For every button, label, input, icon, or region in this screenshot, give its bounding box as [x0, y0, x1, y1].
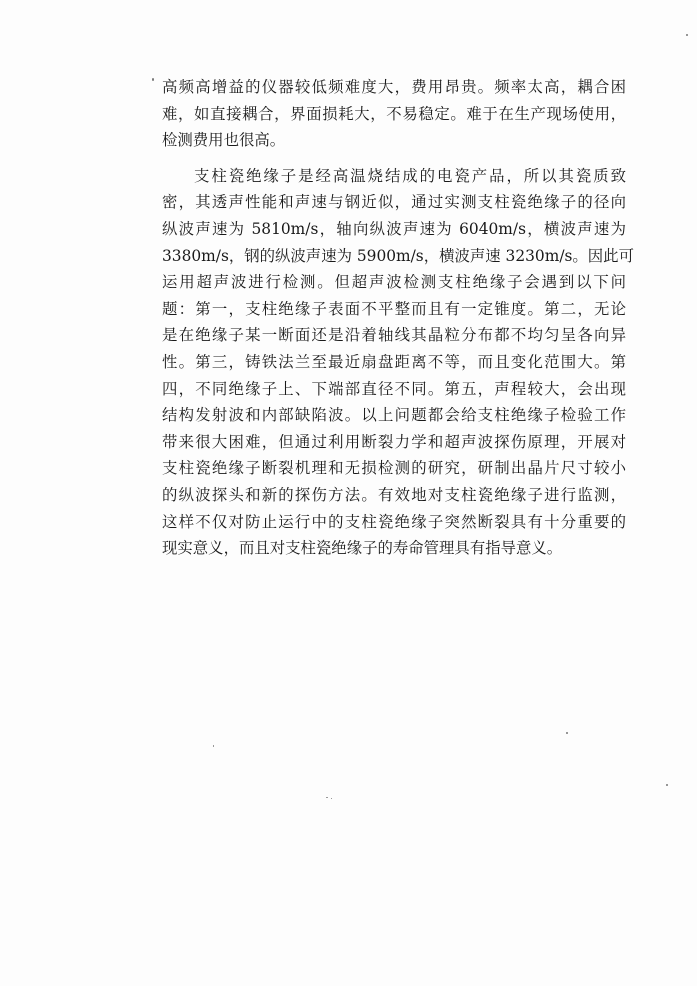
- text-line: 这样不仅对防止运行中的支柱瓷绝缘子突然断裂具有十分重要的: [162, 512, 626, 531]
- text-line: 四，不同绝缘子上、下端部直径不同。第五，声程较大，会出现: [162, 379, 626, 398]
- scan-speck: [566, 732, 568, 734]
- scan-speck: [213, 745, 214, 747]
- paragraph: [162, 163, 634, 562]
- scan-speck: [666, 784, 668, 786]
- text-line: 性。第三，铸铁法兰至最近扇盘距离不等，而且变化范围大。第: [162, 352, 626, 371]
- text-line: 是在绝缘子某一断面还是沿着轴线其晶粒分布都不均匀呈各向异: [162, 326, 626, 345]
- text-line: 带来很大困难，但通过利用断裂力学和超声波探伤原理，开展对: [162, 432, 626, 451]
- text-line: 3380m/s，钢的纵波声速为 5900m/s，横波声速 3230m/s。因此可: [162, 246, 634, 265]
- text-line: 支柱瓷绝缘子断裂机理和无损检测的研究，研制出晶片尺寸较小: [162, 459, 626, 478]
- text-line: 运用超声波进行检测。但超声波检测支柱绝缘子会遇到以下问: [162, 273, 626, 292]
- text-line: 纵波声速为 5810m/s，轴向纵波声速为 6040m/s，横波声速为: [162, 219, 626, 238]
- text-line: 的纵波探头和新的探伤方法。有效地对支柱瓷绝缘子进行监测，: [162, 485, 626, 504]
- text-line: 密，其透声性能和声速与钢近似，通过实测支柱瓷绝缘子的径向: [162, 193, 626, 212]
- text-line: 现实意义，而且对支柱瓷绝缘子的寿命管理具有指导意义。: [162, 539, 563, 558]
- text-line: 高频高增益的仪器较低频难度大，费用昂贵。频率太高，耦合困: [162, 78, 626, 96]
- body-text: [162, 74, 634, 562]
- scan-speck: [152, 78, 154, 81]
- paragraph: [162, 74, 626, 154]
- text-line: 结构发射波和内部缺陷波。以上问题都会给支柱绝缘子检验工作: [162, 406, 626, 425]
- text-line: 检测费用也很高。: [162, 131, 286, 150]
- paragraph-gap: [162, 154, 626, 163]
- text-line: 题：第一，支柱绝缘子表面不平整而且有一定锥度。第二，无论: [162, 299, 626, 318]
- scan-speck: [331, 798, 332, 799]
- scan-speck: [686, 34, 688, 36]
- text-line: 支柱瓷绝缘子是经高温烧结成的电瓷产品，所以其瓷质致: [194, 166, 626, 185]
- scan-speck: [326, 797, 328, 798]
- text-line: 难，如直接耦合，界面损耗大，不易稳定。难于在生产现场使用，: [162, 104, 626, 123]
